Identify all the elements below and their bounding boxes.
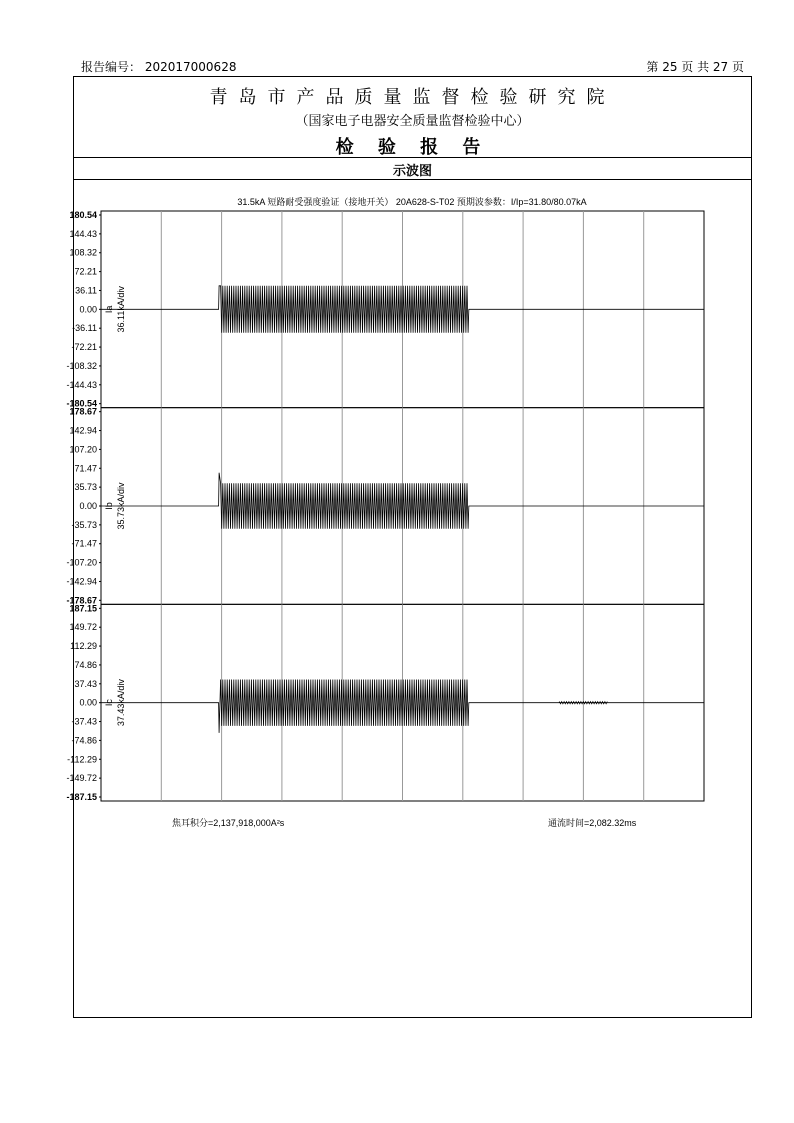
- report-number-value: 202017000628: [144, 60, 237, 74]
- joule-integral: 焦耳积分=2,137,918,000A²s: [172, 818, 285, 828]
- report-title: 检 验 报 告: [335, 137, 490, 158]
- conduction-time: 通流时间=2,082.32ms: [548, 818, 637, 828]
- tick-label: 36.11: [75, 285, 97, 296]
- tick-label: 37.43: [74, 678, 97, 689]
- tick-label: 144.43: [69, 228, 97, 239]
- chart-title: 31.5kA 短路耐受强度验证（接地开关） 20A628-S-T02 预期波参数：I/Ip=31.80/80.07kA: [237, 197, 587, 207]
- tick-label: 108.32: [69, 247, 97, 258]
- tick-label: 112.29: [70, 641, 97, 652]
- tick-label: 0.00: [79, 501, 97, 511]
- channel-scale: 35.73kA/div: [116, 482, 126, 530]
- tick-label: -35.73: [71, 519, 97, 530]
- tick-label: -107.20: [66, 557, 97, 568]
- tick-label: -71.47: [71, 538, 97, 549]
- tick-label: -37.43: [71, 716, 97, 727]
- tick-label: 107.20: [69, 444, 97, 455]
- organization-subtitle: （国家电子电器安全质量监督检验中心）: [295, 114, 530, 129]
- tick-label: 71.47: [74, 463, 97, 474]
- channel-name: Ic: [104, 699, 114, 707]
- tick-label: 142.94: [69, 425, 97, 436]
- tick-label: 0.00: [79, 304, 97, 315]
- tick-label: 180.54: [69, 210, 97, 220]
- tick-label: -112.29: [67, 754, 97, 765]
- tick-label: 72.21: [74, 266, 97, 277]
- tick-label: -36.11: [72, 323, 97, 334]
- tick-label: -72.21: [71, 342, 97, 353]
- tick-label: -178.67: [66, 595, 97, 606]
- channel-scale: 36.11kA/div: [116, 286, 126, 333]
- tick-label: -149.72: [66, 773, 97, 784]
- tick-label: -142.94: [66, 576, 97, 587]
- tick-label: -74.86: [71, 735, 97, 746]
- tick-label: 35.73: [74, 482, 97, 493]
- section-title: 示波图: [392, 164, 432, 179]
- organization-name: 青岛市产品质量监督检验研究院: [209, 87, 616, 108]
- tick-label: 178.67: [69, 406, 97, 417]
- tick-label: 149.72: [69, 622, 97, 633]
- tick-label: 0.00: [79, 697, 97, 708]
- channel-name: Ib: [104, 502, 114, 510]
- tick-label: -144.43: [66, 379, 97, 390]
- channel-name: Ia: [104, 305, 114, 314]
- tick-label: -180.54: [66, 398, 97, 409]
- channel-scale: 37.43kA/div: [116, 679, 126, 727]
- tick-label: 74.86: [74, 659, 97, 670]
- report-number-label: 报告编号：: [81, 60, 142, 74]
- page-indicator: 第 25 页 共 27 页: [646, 60, 744, 74]
- tick-label: -187.15: [66, 792, 97, 802]
- tick-label: 187.15: [69, 603, 97, 614]
- tick-label: -108.32: [66, 360, 97, 371]
